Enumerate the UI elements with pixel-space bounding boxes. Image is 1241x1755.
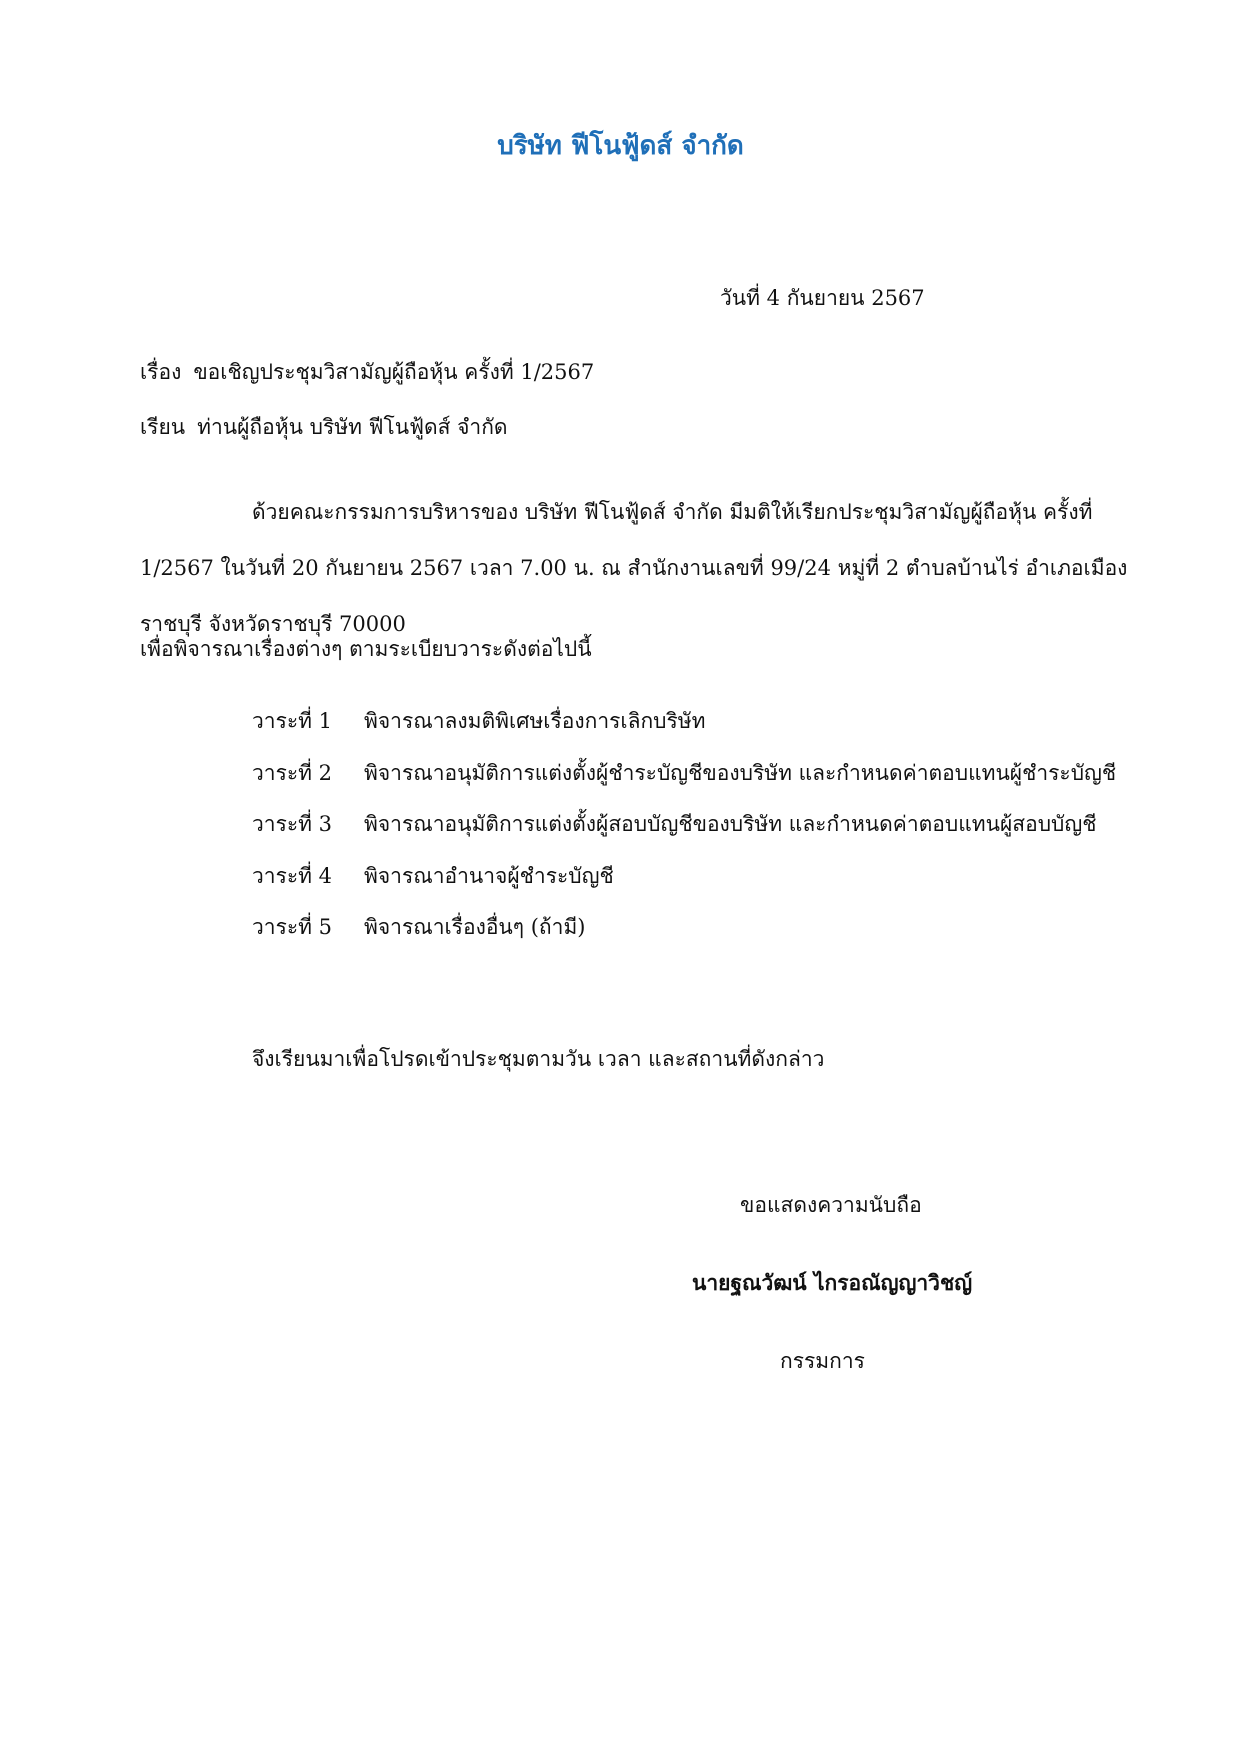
agenda-text: พิจารณาอนุมัติการแต่งตั้งผู้ชำระบัญชีของบริษัท และกำหนดค่าตอบแทนผู้ชำระบัญชี	[364, 760, 1117, 785]
body-paragraph	[140, 484, 1128, 652]
signer-position: กรรมการ	[780, 1349, 865, 1373]
regards-line: ขอแสดงความนับถือ	[740, 1193, 922, 1217]
addressee-label: เรียน	[140, 415, 186, 439]
agenda-list	[252, 706, 1116, 964]
addressee-text: ท่านผู้ถือหุ้น บริษัท ฟีโนฟู้ดส์ จำกัด	[197, 415, 508, 439]
closing-line: จึงเรียนมาเพื่อโปรดเข้าประชุมตามวัน เวลา และสถานที่ดังกล่าว	[252, 1047, 825, 1071]
agenda-item	[252, 912, 1116, 964]
subject-text: ขอเชิญประชุมวิสามัญผู้ถือหุ้น ครั้งที่ 1/2567	[193, 360, 595, 384]
subject-line	[140, 357, 594, 387]
company-title: บริษัท ฟีโนฟู้ดส์ จำกัด	[497, 131, 744, 161]
agenda-item	[252, 758, 1116, 810]
body-line: ราชบุรี จังหวัดราชบุรี 70000	[140, 612, 406, 636]
agenda-number: วาระที่ 4	[252, 863, 333, 888]
agenda-item	[252, 706, 1116, 758]
agenda-text: พิจารณาอนุมัติการแต่งตั้งผู้สอบบัญชีของบริษัท และกำหนดค่าตอบแทนผู้สอบบัญชี	[364, 812, 1097, 836]
agenda-number: วาระที่ 2	[252, 760, 333, 785]
agenda-item	[252, 861, 1116, 913]
agenda-item	[252, 809, 1116, 861]
body-line: 1/2567 ในวันที่ 20 กันยายน 2567 เวลา 7.00 น. ณ สำนักงานเลขที่ 99/24 หมู่ที่ 2 ตำบลบ้านไร่ อำเภอเมือง	[140, 556, 1128, 580]
agenda-text: พิจารณาเรื่องอื่นๆ (ถ้ามี)	[364, 915, 586, 939]
letter-date: วันที่ 4 กันยายน 2567	[720, 286, 925, 310]
agenda-number: วาระที่ 1	[252, 709, 333, 733]
agenda-text: พิจารณาอำนาจผู้ชำระบัญชี	[364, 863, 614, 888]
agenda-intro: เพื่อพิจารณาเรื่องต่างๆ ตามระเบียบวาระดังต่อไปนี้	[140, 637, 592, 661]
agenda-number: วาระที่ 5	[252, 915, 333, 939]
subject-label: เรื่อง	[140, 360, 182, 384]
signer-name: นายฐณวัฒน์ ไกรอณัญญาวิชญ์	[692, 1270, 973, 1295]
addressee-line	[140, 412, 508, 442]
agenda-number: วาระที่ 3	[252, 812, 333, 836]
agenda-text: พิจารณาลงมติพิเศษเรื่องการเลิกบริษัท	[364, 709, 706, 733]
body-line: ด้วยคณะกรรมการบริหารของ บริษัท ฟีโนฟู้ดส์ จำกัด มีมติให้เรียกประชุมวิสามัญผู้ถือหุ้น ครั้งที่	[252, 500, 1093, 524]
